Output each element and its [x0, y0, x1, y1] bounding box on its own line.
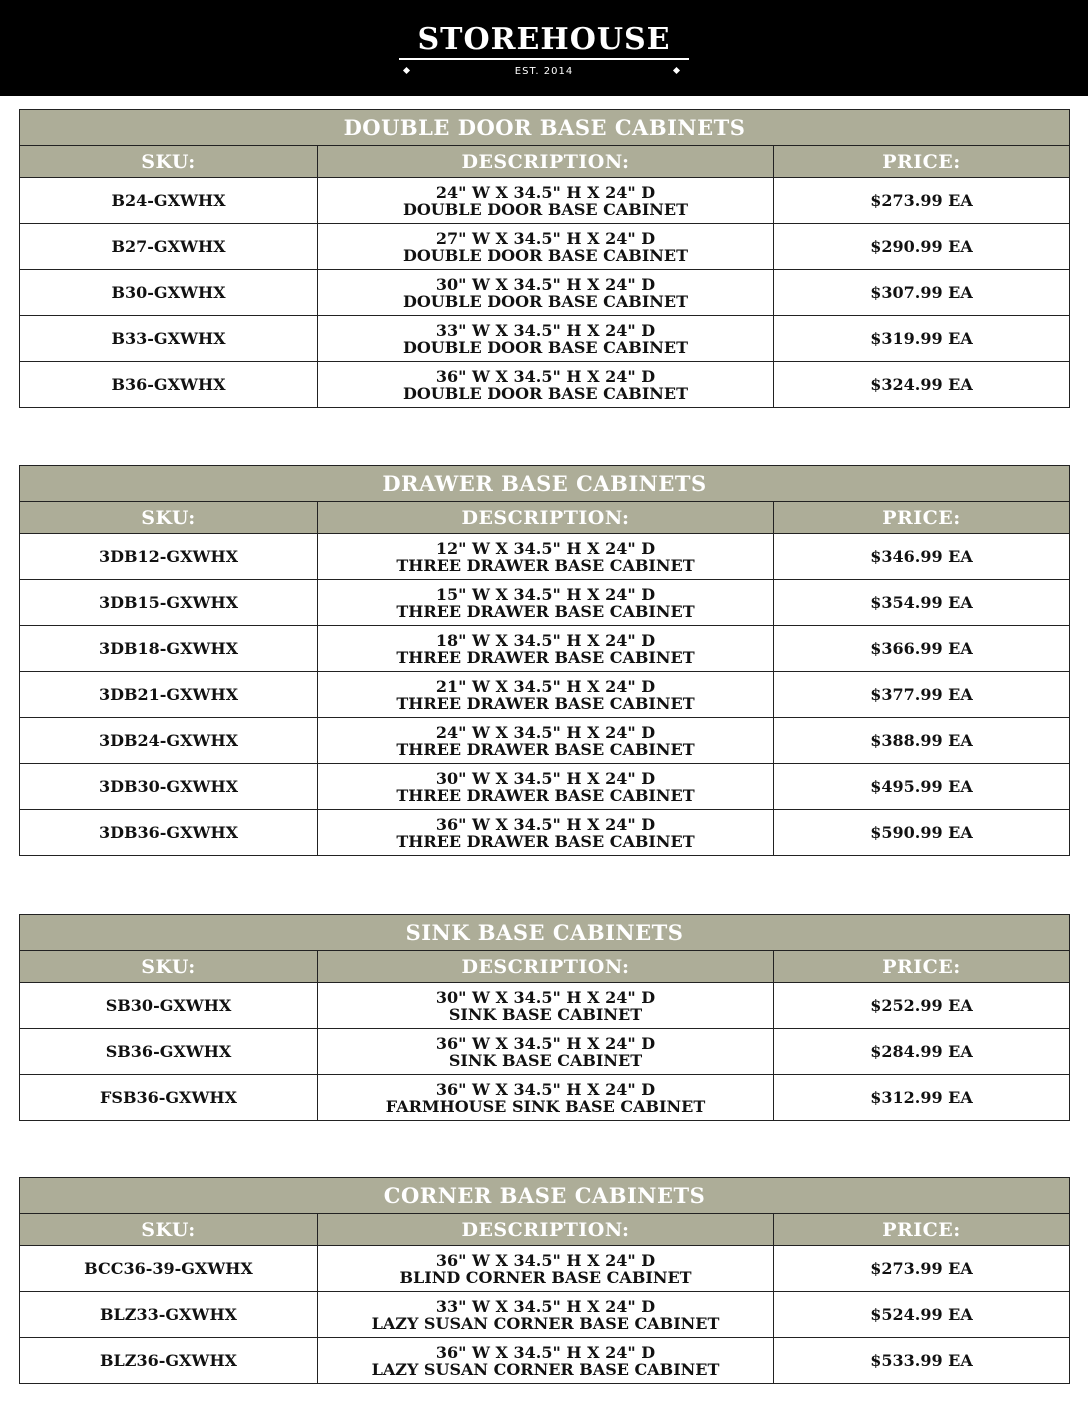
- description-cell: [318, 672, 774, 718]
- product-name-text: DOUBLE DOOR BASE CABINET: [402, 337, 689, 357]
- brand-logo: STOREHOUSE: [417, 22, 671, 57]
- column-header-description: DESCRIPTION:: [318, 1214, 774, 1246]
- sku-cell: FSB36-GXWHX: [20, 1075, 318, 1121]
- table-row: [20, 178, 1070, 224]
- description-cell: [318, 316, 774, 362]
- sku-cell: 3DB24-GXWHX: [20, 718, 318, 764]
- sku-cell: B24-GXWHX: [20, 178, 318, 224]
- description-cell: [318, 1338, 774, 1384]
- table-row: [20, 534, 1070, 580]
- description-cell: [318, 626, 774, 672]
- price-cell: $324.99 EA: [774, 362, 1070, 408]
- section-title: CORNER BASE CABINETS: [20, 1178, 1070, 1214]
- dimensions-text: 30" W X 34.5" H X 24" D: [435, 274, 656, 294]
- column-header-sku: SKU:: [20, 1214, 318, 1246]
- dimensions-text: 33" W X 34.5" H X 24" D: [435, 320, 656, 340]
- cabinet-section-table: [19, 1177, 1070, 1384]
- table-row: [20, 983, 1070, 1029]
- table-row: [20, 1246, 1070, 1292]
- sku-cell: SB30-GXWHX: [20, 983, 318, 1029]
- brand-established: EST. 2014: [514, 66, 574, 77]
- table-row: [20, 672, 1070, 718]
- price-cell: $307.99 EA: [774, 270, 1070, 316]
- column-header-sku: SKU:: [20, 502, 318, 534]
- column-header-description: DESCRIPTION:: [318, 502, 774, 534]
- price-cell: $495.99 EA: [774, 764, 1070, 810]
- column-header-price: PRICE:: [774, 146, 1070, 178]
- description-cell: [318, 270, 774, 316]
- price-cell: $319.99 EA: [774, 316, 1070, 362]
- description-cell: [318, 534, 774, 580]
- dimensions-text: 27" W X 34.5" H X 24" D: [435, 228, 656, 248]
- page-header: [0, 0, 1088, 96]
- sku-cell: B36-GXWHX: [20, 362, 318, 408]
- price-cell: $252.99 EA: [774, 983, 1070, 1029]
- product-name-text: FARMHOUSE SINK BASE CABINET: [385, 1096, 706, 1116]
- dimensions-text: 12" W X 34.5" H X 24" D: [435, 538, 656, 558]
- price-cell: $533.99 EA: [774, 1338, 1070, 1384]
- sku-cell: B30-GXWHX: [20, 270, 318, 316]
- product-name-text: THREE DRAWER BASE CABINET: [396, 785, 695, 805]
- dimensions-text: 21" W X 34.5" H X 24" D: [435, 676, 656, 696]
- column-header-price: PRICE:: [774, 502, 1070, 534]
- sku-cell: 3DB12-GXWHX: [20, 534, 318, 580]
- section-title: DRAWER BASE CABINETS: [20, 466, 1070, 502]
- dimensions-text: 33" W X 34.5" H X 24" D: [435, 1296, 656, 1316]
- table-row: [20, 270, 1070, 316]
- product-name-text: LAZY SUSAN CORNER BASE CABINET: [371, 1313, 720, 1333]
- sku-cell: 3DB36-GXWHX: [20, 810, 318, 856]
- product-name-text: BLIND CORNER BASE CABINET: [399, 1267, 692, 1287]
- table-row: [20, 362, 1070, 408]
- cabinet-section-table: [19, 914, 1070, 1121]
- price-cell: $524.99 EA: [774, 1292, 1070, 1338]
- dimensions-text: 24" W X 34.5" H X 24" D: [435, 182, 656, 202]
- description-cell: [318, 810, 774, 856]
- dimensions-text: 30" W X 34.5" H X 24" D: [435, 987, 656, 1007]
- sku-cell: B33-GXWHX: [20, 316, 318, 362]
- price-cell: $312.99 EA: [774, 1075, 1070, 1121]
- description-cell: [318, 1075, 774, 1121]
- column-header-sku: SKU:: [20, 146, 318, 178]
- price-cell: $377.99 EA: [774, 672, 1070, 718]
- table-row: [20, 1292, 1070, 1338]
- cabinet-section-table: [19, 465, 1070, 856]
- product-name-text: THREE DRAWER BASE CABINET: [396, 831, 695, 851]
- sku-cell: 3DB15-GXWHX: [20, 580, 318, 626]
- dimensions-text: 18" W X 34.5" H X 24" D: [435, 630, 656, 650]
- table-row: [20, 764, 1070, 810]
- table-row: [20, 580, 1070, 626]
- table-row: [20, 1029, 1070, 1075]
- sku-cell: BCC36-39-GXWHX: [20, 1246, 318, 1292]
- product-name-text: DOUBLE DOOR BASE CABINET: [402, 383, 689, 403]
- sku-cell: SB36-GXWHX: [20, 1029, 318, 1075]
- table-row: [20, 316, 1070, 362]
- column-header-price: PRICE:: [774, 951, 1070, 983]
- logo-divider: [399, 58, 689, 60]
- column-header-description: DESCRIPTION:: [318, 146, 774, 178]
- sku-cell: 3DB21-GXWHX: [20, 672, 318, 718]
- table-row: [20, 1338, 1070, 1384]
- product-name-text: SINK BASE CABINET: [448, 1050, 643, 1070]
- dimensions-text: 36" W X 34.5" H X 24" D: [435, 814, 656, 834]
- dimensions-text: 36" W X 34.5" H X 24" D: [435, 1033, 656, 1053]
- description-cell: [318, 362, 774, 408]
- price-cell: $284.99 EA: [774, 1029, 1070, 1075]
- product-name-text: THREE DRAWER BASE CABINET: [396, 739, 695, 759]
- section-title: DOUBLE DOOR BASE CABINETS: [20, 110, 1070, 146]
- product-name-text: THREE DRAWER BASE CABINET: [396, 601, 695, 621]
- product-name-text: DOUBLE DOOR BASE CABINET: [402, 245, 689, 265]
- column-header-sku: SKU:: [20, 951, 318, 983]
- sku-cell: B27-GXWHX: [20, 224, 318, 270]
- table-row: [20, 718, 1070, 764]
- table-row: [20, 224, 1070, 270]
- description-cell: [318, 178, 774, 224]
- description-cell: [318, 1246, 774, 1292]
- table-row: [20, 626, 1070, 672]
- description-cell: [318, 1292, 774, 1338]
- description-cell: [318, 764, 774, 810]
- description-cell: [318, 983, 774, 1029]
- table-row: [20, 810, 1070, 856]
- product-name-text: THREE DRAWER BASE CABINET: [396, 555, 695, 575]
- cabinet-section-table: [19, 109, 1070, 408]
- product-name-text: THREE DRAWER BASE CABINET: [396, 647, 695, 667]
- section-title: SINK BASE CABINETS: [20, 915, 1070, 951]
- price-cell: $346.99 EA: [774, 534, 1070, 580]
- description-cell: [318, 1029, 774, 1075]
- dimensions-text: 36" W X 34.5" H X 24" D: [435, 1250, 656, 1270]
- price-cell: $590.99 EA: [774, 810, 1070, 856]
- price-cell: $366.99 EA: [774, 626, 1070, 672]
- column-header-description: DESCRIPTION:: [318, 951, 774, 983]
- dimensions-text: 30" W X 34.5" H X 24" D: [435, 768, 656, 788]
- product-name-text: DOUBLE DOOR BASE CABINET: [402, 199, 689, 219]
- product-name-text: LAZY SUSAN CORNER BASE CABINET: [371, 1359, 720, 1379]
- product-name-text: SINK BASE CABINET: [448, 1004, 643, 1024]
- description-cell: [318, 718, 774, 764]
- price-cell: $273.99 EA: [774, 178, 1070, 224]
- product-name-text: THREE DRAWER BASE CABINET: [396, 693, 695, 713]
- sku-cell: BLZ33-GXWHX: [20, 1292, 318, 1338]
- sku-cell: 3DB18-GXWHX: [20, 626, 318, 672]
- dimensions-text: 36" W X 34.5" H X 24" D: [435, 366, 656, 386]
- price-cell: $273.99 EA: [774, 1246, 1070, 1292]
- product-name-text: DOUBLE DOOR BASE CABINET: [402, 291, 689, 311]
- column-header-price: PRICE:: [774, 1214, 1070, 1246]
- sku-cell: BLZ36-GXWHX: [20, 1338, 318, 1384]
- sku-cell: 3DB30-GXWHX: [20, 764, 318, 810]
- price-cell: $388.99 EA: [774, 718, 1070, 764]
- description-cell: [318, 580, 774, 626]
- price-cell: $290.99 EA: [774, 224, 1070, 270]
- price-cell: $354.99 EA: [774, 580, 1070, 626]
- dimensions-text: 24" W X 34.5" H X 24" D: [435, 722, 656, 742]
- dimensions-text: 36" W X 34.5" H X 24" D: [435, 1079, 656, 1099]
- description-cell: [318, 224, 774, 270]
- dimensions-text: 36" W X 34.5" H X 24" D: [435, 1342, 656, 1362]
- table-row: [20, 1075, 1070, 1121]
- dimensions-text: 15" W X 34.5" H X 24" D: [435, 584, 656, 604]
